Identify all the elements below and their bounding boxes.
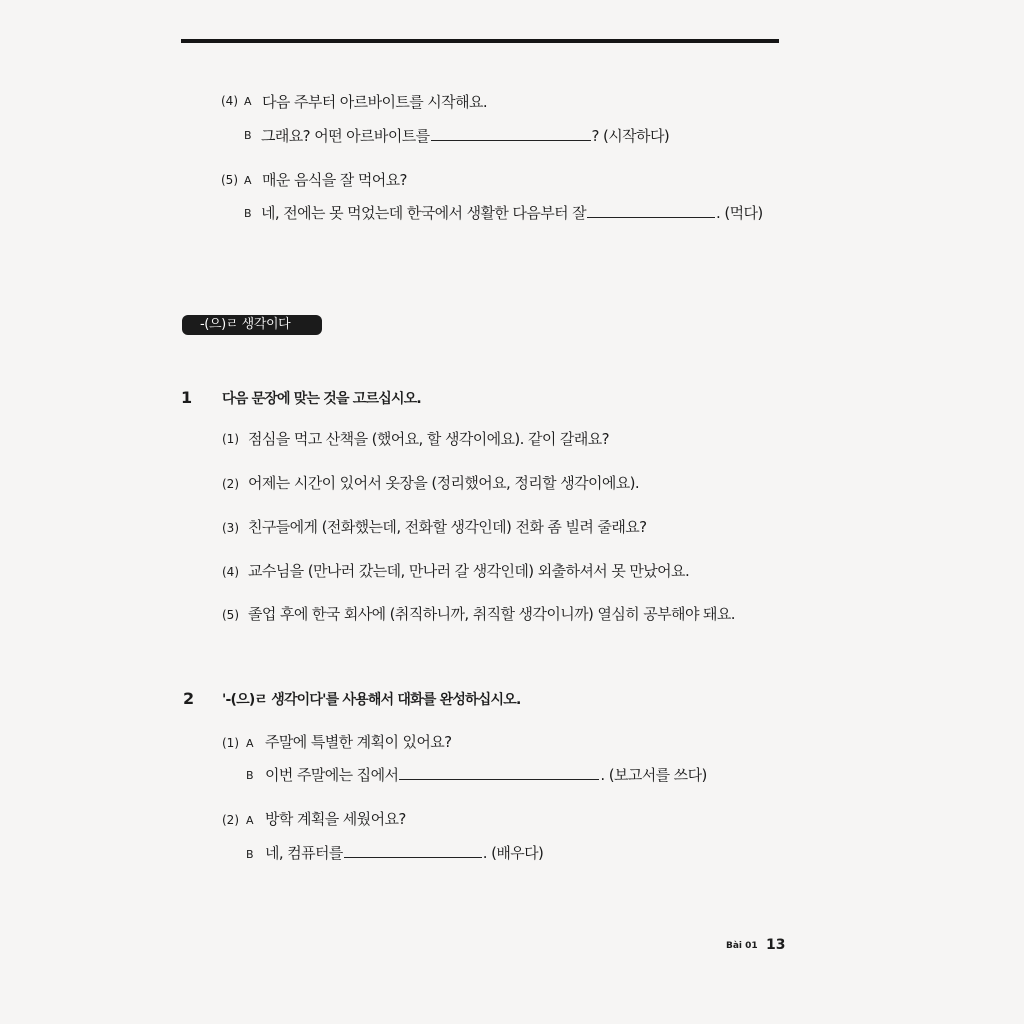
item-number: (2)	[222, 477, 239, 491]
speaker-b-line: 그래요? 어떤 아르바이트를 ? (시작하다)	[261, 127, 670, 145]
item-number: (5)	[222, 608, 239, 622]
item-number: (1)	[222, 432, 239, 446]
answer-blank	[431, 127, 591, 141]
section-badge: -(으)ㄹ 생각이다	[182, 315, 322, 335]
speaker-b-label: B	[246, 769, 254, 782]
question-number: 2	[183, 689, 195, 708]
item-number: (3)	[222, 521, 239, 535]
speaker-a-label: A	[246, 814, 254, 827]
speaker-b-label: B	[244, 207, 252, 220]
item-text: 어제는 시간이 있어서 옷장을 (정리했어요, 정리할 생각이에요).	[248, 474, 640, 492]
speaker-b-line: 네, 전에는 못 먹었는데 한국에서 생활한 다음부터 잘 . (먹다)	[261, 204, 763, 222]
speaker-a-text: 주말에 특별한 계획이 있어요?	[265, 733, 452, 751]
item-text: 점심을 먹고 산책을 (했어요, 할 생각이에요). 같이 갈래요?	[248, 430, 609, 448]
speaker-a-text: 방학 계획을 세웠어요?	[265, 810, 406, 828]
top-rule	[181, 39, 779, 43]
speaker-a-text: 다음 주부터 아르바이트를 시작해요.	[262, 93, 488, 111]
item-text: 졸업 후에 한국 회사에 (취직하니까, 취직할 생각이니까) 열심히 공부해야 돼요.	[248, 605, 735, 623]
speaker-a-label: A	[244, 174, 252, 187]
question-title: 다음 문장에 맞는 것을 고르십시오.	[222, 391, 421, 407]
answer-blank	[344, 844, 482, 858]
footer-lesson-label: Bài 01	[726, 941, 758, 951]
speaker-b-line: 이번 주말에는 집에서 . (보고서를 쓰다)	[265, 766, 707, 784]
item-text: 교수님을 (만나러 갔는데, 만나러 갈 생각인데) 외출하셔서 못 만났어요.	[248, 562, 690, 580]
speaker-b-label: B	[244, 129, 252, 142]
speaker-b-line: 네, 컴퓨터를 . (배우다)	[265, 844, 544, 862]
question-number: 1	[181, 388, 193, 407]
question-title: '-(으)ㄹ 생각이다'를 사용해서 대화를 완성하십시오.	[222, 692, 521, 708]
item-number: (4)	[221, 94, 238, 108]
item-number: (5)	[221, 173, 238, 187]
speaker-b-label: B	[246, 848, 254, 861]
page-number: 13	[766, 937, 786, 953]
item-number: (4)	[222, 565, 239, 579]
answer-blank	[587, 204, 715, 218]
item-text: 친구들에게 (전화했는데, 전화할 생각인데) 전화 좀 빌려 줄래요?	[248, 518, 647, 536]
item-number: (2)	[222, 813, 239, 827]
speaker-a-text: 매운 음식을 잘 먹어요?	[262, 171, 407, 189]
speaker-a-label: A	[246, 737, 254, 750]
speaker-a-label: A	[244, 95, 252, 108]
answer-blank	[399, 766, 599, 780]
item-number: (1)	[222, 736, 239, 750]
